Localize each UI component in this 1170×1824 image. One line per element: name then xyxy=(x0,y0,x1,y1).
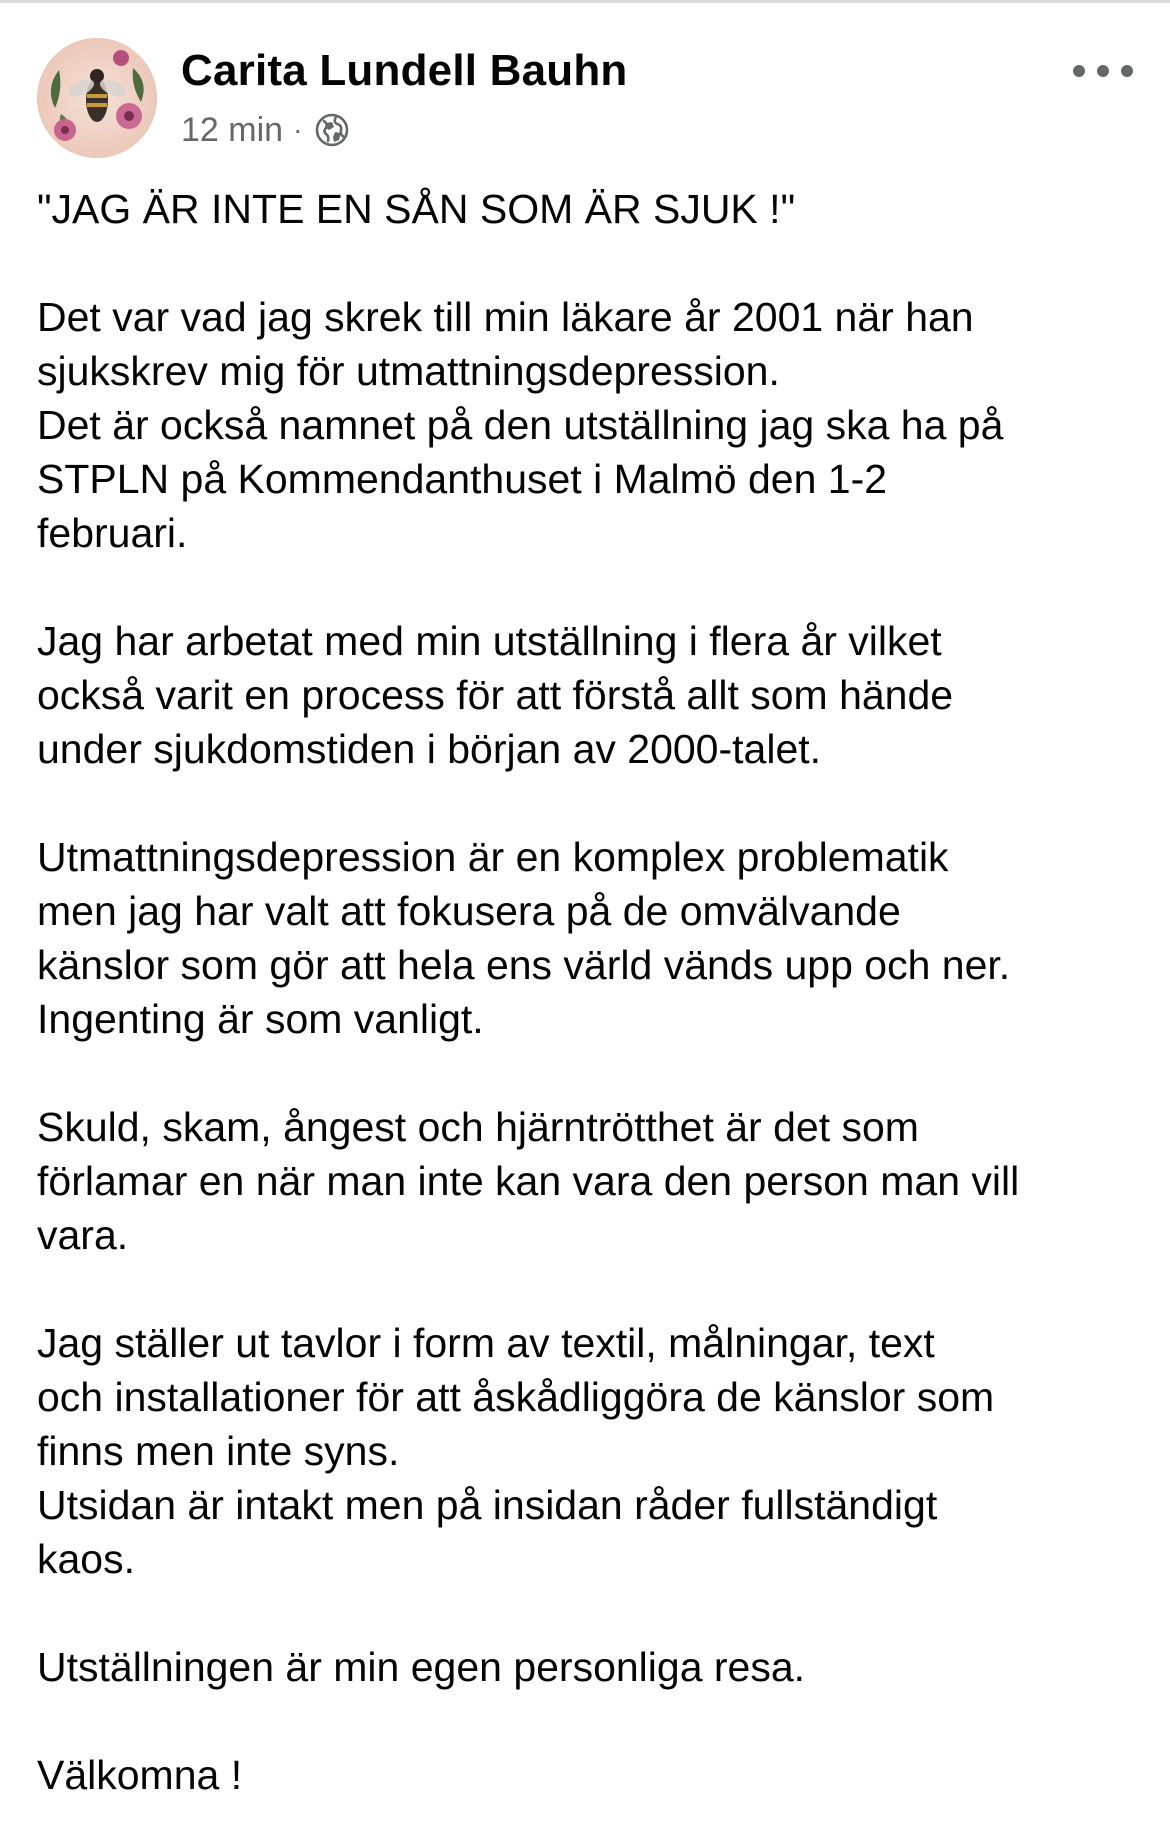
more-dot xyxy=(1073,65,1085,77)
post-text-line: Välkomna ! xyxy=(37,1752,243,1798)
post-text-line: också varit en process för att förstå allt som hände xyxy=(37,672,954,718)
post-paragraph xyxy=(37,1748,1147,1802)
post-text-line: sjukskrev mig för utmattningsdepression. xyxy=(37,348,780,394)
post-text-line: Ingenting är som vanligt. xyxy=(37,996,484,1042)
post-timestamp[interactable]: 12 min xyxy=(181,110,284,149)
post-paragraph xyxy=(37,1640,1147,1694)
author-name[interactable]: Carita Lundell Bauhn xyxy=(181,46,628,95)
post-paragraph xyxy=(37,290,1147,560)
more-options-icon[interactable] xyxy=(1073,56,1133,86)
post-text-line: Det var vad jag skrek till min läkare år 2001 när han xyxy=(37,294,974,340)
post-text-line: februari. xyxy=(37,510,188,556)
post-body xyxy=(37,182,1147,1802)
post-text-line: Utmattningsdepression är en komplex problematik xyxy=(37,834,949,880)
globe-icon xyxy=(314,112,350,148)
post-meta xyxy=(181,108,350,152)
more-dot xyxy=(1097,65,1109,77)
post-text-line: Skuld, skam, ångest och hjärntrötthet är det som xyxy=(37,1104,919,1150)
post-paragraph xyxy=(37,614,1147,776)
more-dot xyxy=(1121,65,1133,77)
post-text-line: Det är också namnet på den utställning jag ska ha på xyxy=(37,402,1004,448)
post-text-line: Jag ställer ut tavlor i form av textil, målningar, text xyxy=(37,1320,935,1366)
post-header xyxy=(37,38,1137,162)
post-text-line: vara. xyxy=(37,1212,129,1258)
post-text-line: och installationer för att åskådliggöra de känslor som xyxy=(37,1374,995,1420)
meta-separator: · xyxy=(293,114,303,145)
post-text-line: under sjukdomstiden i början av 2000-talet. xyxy=(37,726,822,772)
post-text-line: Utsidan är intakt men på insidan råder fullständigt xyxy=(37,1482,938,1528)
post-text-line: Utställningen är min egen personliga resa. xyxy=(37,1644,806,1690)
post-text-line: känslor som gör att hela ens värld vänds upp och ner. xyxy=(37,942,1011,988)
post-text-line: men jag har valt att fokusera på de omvälvande xyxy=(37,888,901,934)
post-text-line: STPLN på Kommendanthuset i Malmö den 1-2 xyxy=(37,456,888,502)
post-paragraph xyxy=(37,1100,1147,1262)
avatar[interactable] xyxy=(37,38,157,158)
post-text-line: Jag har arbetat med min utställning i flera år vilket xyxy=(37,618,942,664)
avatar-image xyxy=(37,38,157,158)
post-text-line: finns men inte syns. xyxy=(37,1428,400,1474)
post-text-line: förlamar en när man inte kan vara den person man vill xyxy=(37,1158,1020,1204)
post-text-line: kaos. xyxy=(37,1536,135,1582)
post-text-line: "JAG ÄR INTE EN SÅN SOM ÄR SJUK !" xyxy=(37,186,796,232)
post-paragraph xyxy=(37,830,1147,1046)
post-paragraph xyxy=(37,182,1147,236)
post-paragraph xyxy=(37,1316,1147,1586)
